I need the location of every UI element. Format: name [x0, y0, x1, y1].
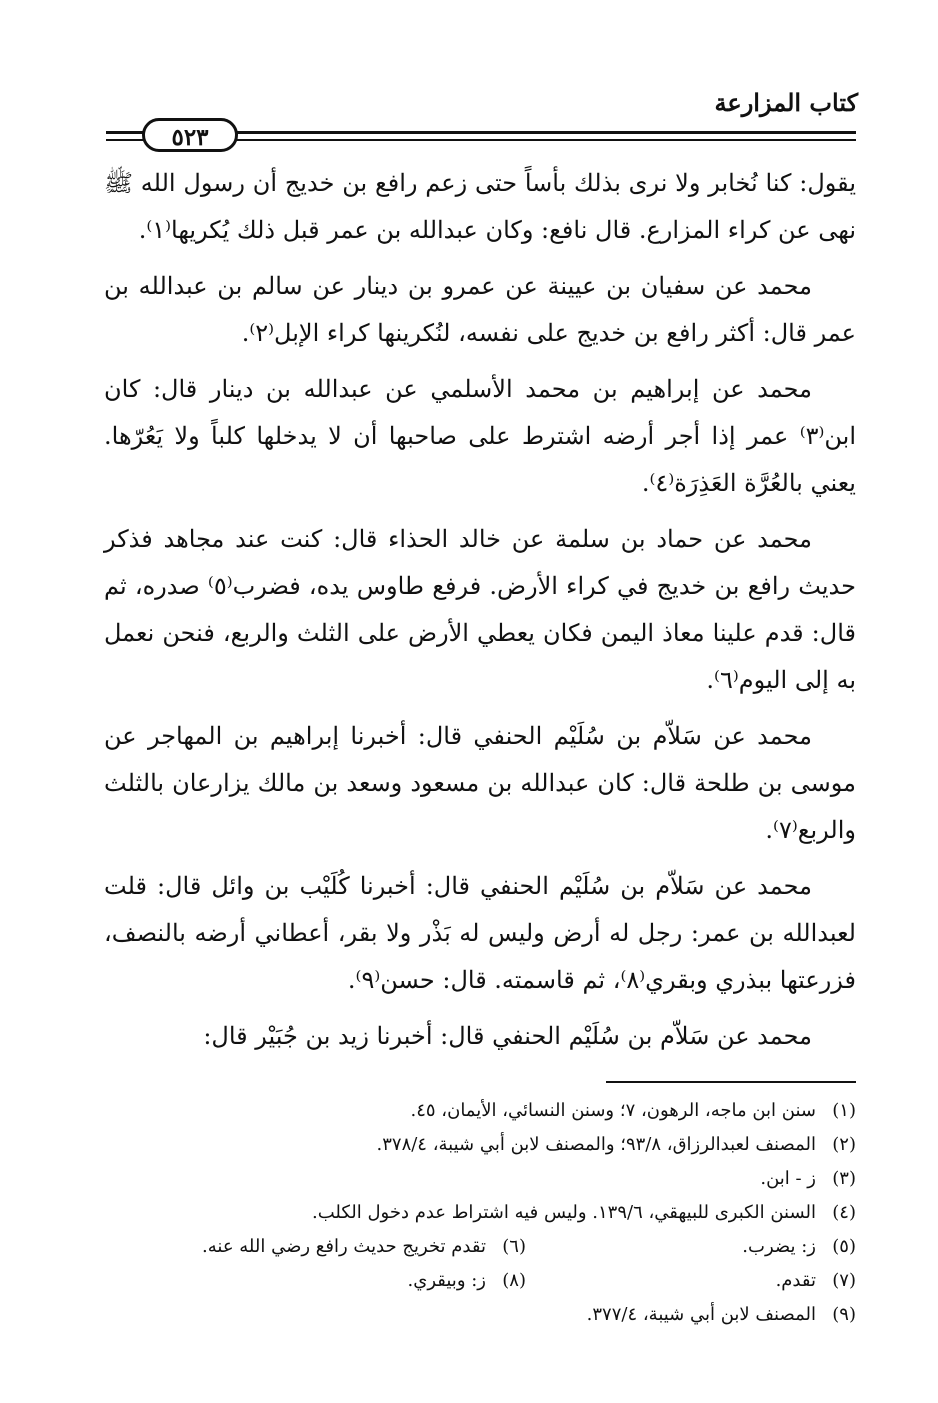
footnotes: [104, 1094, 856, 1332]
footnote-text: المصنف لابن أبي شيبة، ٣٧٧/٤.: [586, 1304, 816, 1325]
paragraph: محمد عن حماد بن سلمة عن خالد الحذاء قال: كنت عند مجاهد فذكر حديث رافع بن خديج في كراء الأرض. فرفع طاوس يده، فضرب⁽٥⁾ صدره، ثم قال: قدم علينا معاذ اليمن فكان يعطي الأرض على الثلث والربع، فنحن نعمل به إلى اليوم⁽٦⁾.: [104, 525, 856, 694]
footnote-number: (٦): [502, 1236, 526, 1257]
footnote-number: (٧): [832, 1270, 856, 1291]
footnote-number: (١): [832, 1100, 856, 1121]
paragraph: محمد عن سفيان بن عيينة عن عمرو بن دينار عن سالم بن عبدالله بن عمر قال: أكثر رافع بن خديج على نفسه، لنُكرينها كراء الإبل⁽٢⁾.: [104, 272, 856, 347]
footnote-row: [104, 1298, 856, 1332]
paragraph: يقول: كنا نُخابر ولا نرى بذلك بأساً حتى زعم رافع بن خديج أن رسول الله ﷺ نهى عن كراء المزارع. قال نافع: وكان عبدالله بن عمر قبل ذلك يُكريها⁽١⁾.: [104, 169, 856, 244]
paragraph: محمد عن سَلاّم بن سُلَيْم الحنفي قال: أخبرنا زيد بن جُبَيْر قال:: [203, 1022, 812, 1050]
footnote-number: (٢): [832, 1134, 856, 1155]
footnote-text: السنن الكبرى للبيهقي، ١٣٩/٦. وليس فيه اشتراط عدم دخول الكلب.: [311, 1202, 816, 1223]
footnote-row: [104, 1230, 856, 1264]
footnote: [410, 1094, 856, 1128]
body-text: [104, 160, 856, 1069]
paragraph: محمد عن إبراهيم بن محمد الأسلمي عن عبدالله بن دينار قال: كان ابن⁽٣⁾ عمر إذا أجر أرضه اشترط على صاحبها أن لا يدخلها كلباً ولا يَعُرّها. يعني بالعُرَّة العَذِرَة⁽٤⁾.: [104, 375, 856, 497]
footnote: [587, 1298, 856, 1332]
footnote-row: [104, 1196, 856, 1230]
footnote-number: (٥): [832, 1236, 856, 1257]
footnote-number: (٤): [832, 1202, 856, 1223]
footnote-row: [104, 1094, 856, 1128]
footnote-text: المصنف لعبدالرزاق، ٩٣/٨؛ والمصنف لابن أبي شيبة، ٣٧٨/٤.: [376, 1134, 816, 1155]
footnote-text: تقدم تخريج حديث رافع رضي الله عنه.: [202, 1236, 486, 1257]
footnote-text: سنن ابن ماجه، الرهون، ٧؛ وسنن النسائي، الأيمان، ٤٥.: [410, 1100, 816, 1121]
footnote-separator: [606, 1081, 856, 1083]
footnote-text: ز - ابن.: [760, 1168, 816, 1189]
footnote-text: ز: وبيقري.: [407, 1270, 486, 1291]
footnote: [526, 1264, 856, 1298]
footnote-number: (٣): [832, 1168, 856, 1189]
footnote: [312, 1196, 856, 1230]
footnote: [526, 1230, 856, 1264]
footnote-number: (٨): [502, 1270, 526, 1291]
paragraph: محمد عن سَلاّم بن سُلَيْم الحنفي قال: أخبرنا كُلَيْب بن وائل قال: قلت لعبدالله بن عمر: رجل له أرض وليس له بَذْر ولا بقر، أعطاني أرضه بالنصف، فزرعتها ببذري وبقري⁽٨⁾، ثم قاسمته. قال: حسن⁽٩⁾.: [104, 872, 856, 994]
footnote: [760, 1162, 856, 1196]
footnote-text: ز: يضرب.: [742, 1236, 816, 1257]
footnote: [202, 1230, 526, 1264]
running-title: كتاب المزارعة: [714, 88, 858, 117]
paragraph: محمد عن سَلاّم بن سُلَيْم الحنفي قال: أخبرنا إبراهيم بن المهاجر عن موسى بن طلحة قال: كان عبدالله بن مسعود وسعد بن مالك يزارعان بالثلث والربع⁽٧⁾.: [104, 722, 856, 844]
footnote-number: (٩): [832, 1304, 856, 1325]
footnote-row: [104, 1162, 856, 1196]
footnote-row: [104, 1264, 856, 1298]
footnote-text: تقدم.: [775, 1270, 816, 1291]
footnote: [408, 1264, 526, 1298]
footnote: [377, 1128, 857, 1162]
footnote-row: [104, 1128, 856, 1162]
page-number: ٥٢٣: [142, 118, 238, 152]
